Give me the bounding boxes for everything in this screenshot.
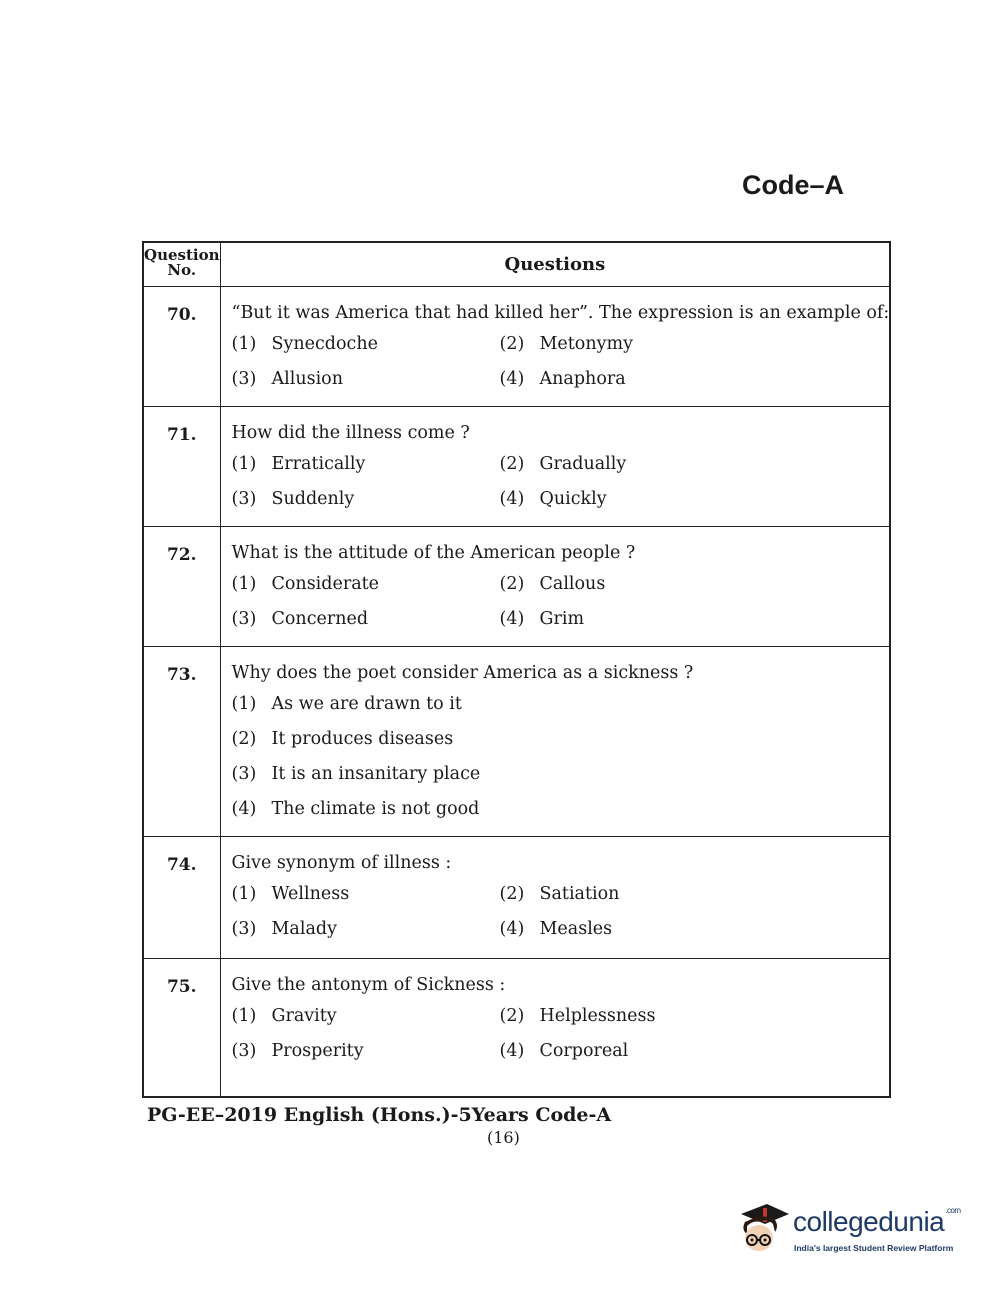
question-cell bbox=[220, 959, 890, 1097]
option: (1) Considerate bbox=[231, 574, 380, 594]
option: (4) Measles bbox=[499, 919, 613, 939]
question-number: 71. bbox=[143, 407, 220, 527]
options-grid bbox=[232, 327, 890, 397]
footer-exam-title: PG-EE–2019 English (Hons.)-5Years Code-A bbox=[147, 1104, 612, 1126]
question-cell bbox=[220, 837, 890, 959]
question-row bbox=[143, 647, 890, 837]
option: (4) Anaphora bbox=[499, 369, 626, 389]
question-number: 73. bbox=[143, 647, 220, 837]
column-header-question-no: Question No. bbox=[143, 242, 220, 287]
page-number: (16) bbox=[487, 1128, 520, 1147]
collegedunia-logo bbox=[737, 1200, 967, 1260]
option: (1) Erratically bbox=[231, 454, 366, 474]
option: (3) Malady bbox=[231, 919, 337, 939]
question-row bbox=[143, 407, 890, 527]
question-text: Why does the poet consider America as a sickness ? bbox=[231, 663, 694, 683]
question-cell bbox=[220, 407, 890, 527]
option: (2) Metonymy bbox=[499, 334, 633, 354]
question-text: Give synonym of illness : bbox=[231, 853, 452, 873]
options-grid bbox=[232, 877, 890, 947]
logo-tagline: India's largest Student Review Platform bbox=[794, 1243, 954, 1253]
option: (2) Satiation bbox=[499, 884, 620, 904]
question-number: 75. bbox=[143, 959, 220, 1097]
question-text: What is the attitude of the American people ? bbox=[231, 543, 636, 563]
question-row bbox=[143, 527, 890, 647]
option: (3) Allusion bbox=[231, 369, 343, 389]
option: (2) Helplessness bbox=[499, 1006, 656, 1026]
question-number: 74. bbox=[143, 837, 220, 959]
question-row bbox=[143, 287, 890, 407]
option: (4) Grim bbox=[499, 609, 585, 629]
options-grid bbox=[232, 447, 890, 517]
question-cell bbox=[220, 527, 890, 647]
logo-wordmark: collegedunia$^{.com}$ bbox=[793, 1206, 961, 1237]
question-number: 72. bbox=[143, 527, 220, 647]
option: (2) Callous bbox=[499, 574, 606, 594]
question-cell bbox=[220, 287, 890, 407]
column-header-questions: Questions bbox=[220, 242, 890, 287]
option: (4) The climate is not good bbox=[231, 799, 480, 819]
question-number: 70. bbox=[143, 287, 220, 407]
options-list bbox=[232, 687, 890, 827]
option: (2) It produces diseases bbox=[231, 729, 454, 749]
question-row bbox=[143, 959, 890, 1097]
question-row bbox=[143, 837, 890, 959]
option: (1) Wellness bbox=[231, 884, 350, 904]
option: (3) Suddenly bbox=[231, 489, 355, 509]
option: (4) Quickly bbox=[499, 489, 607, 509]
option: (3) Prosperity bbox=[231, 1041, 364, 1061]
paper-code: Code–A bbox=[742, 170, 845, 200]
option: (3) It is an insanitary place bbox=[231, 764, 481, 784]
questions-table bbox=[142, 241, 891, 1098]
options-grid bbox=[232, 999, 890, 1069]
option: (3) Concerned bbox=[231, 609, 369, 629]
question-text: “But it was America that had killed her”. The expression is an example of: bbox=[231, 303, 890, 323]
question-cell bbox=[220, 647, 890, 837]
option: (1) Synecdoche bbox=[231, 334, 378, 354]
option: (4) Corporeal bbox=[499, 1041, 629, 1061]
option: (1) As we are drawn to it bbox=[231, 694, 462, 714]
option: (1) Gravity bbox=[231, 1006, 337, 1026]
question-text: How did the illness come ? bbox=[231, 423, 470, 443]
table-header-row bbox=[143, 242, 890, 287]
mascot-icon bbox=[737, 1200, 789, 1256]
options-grid bbox=[232, 567, 890, 637]
question-text: Give the antonym of Sickness : bbox=[231, 975, 506, 995]
option: (2) Gradually bbox=[499, 454, 627, 474]
